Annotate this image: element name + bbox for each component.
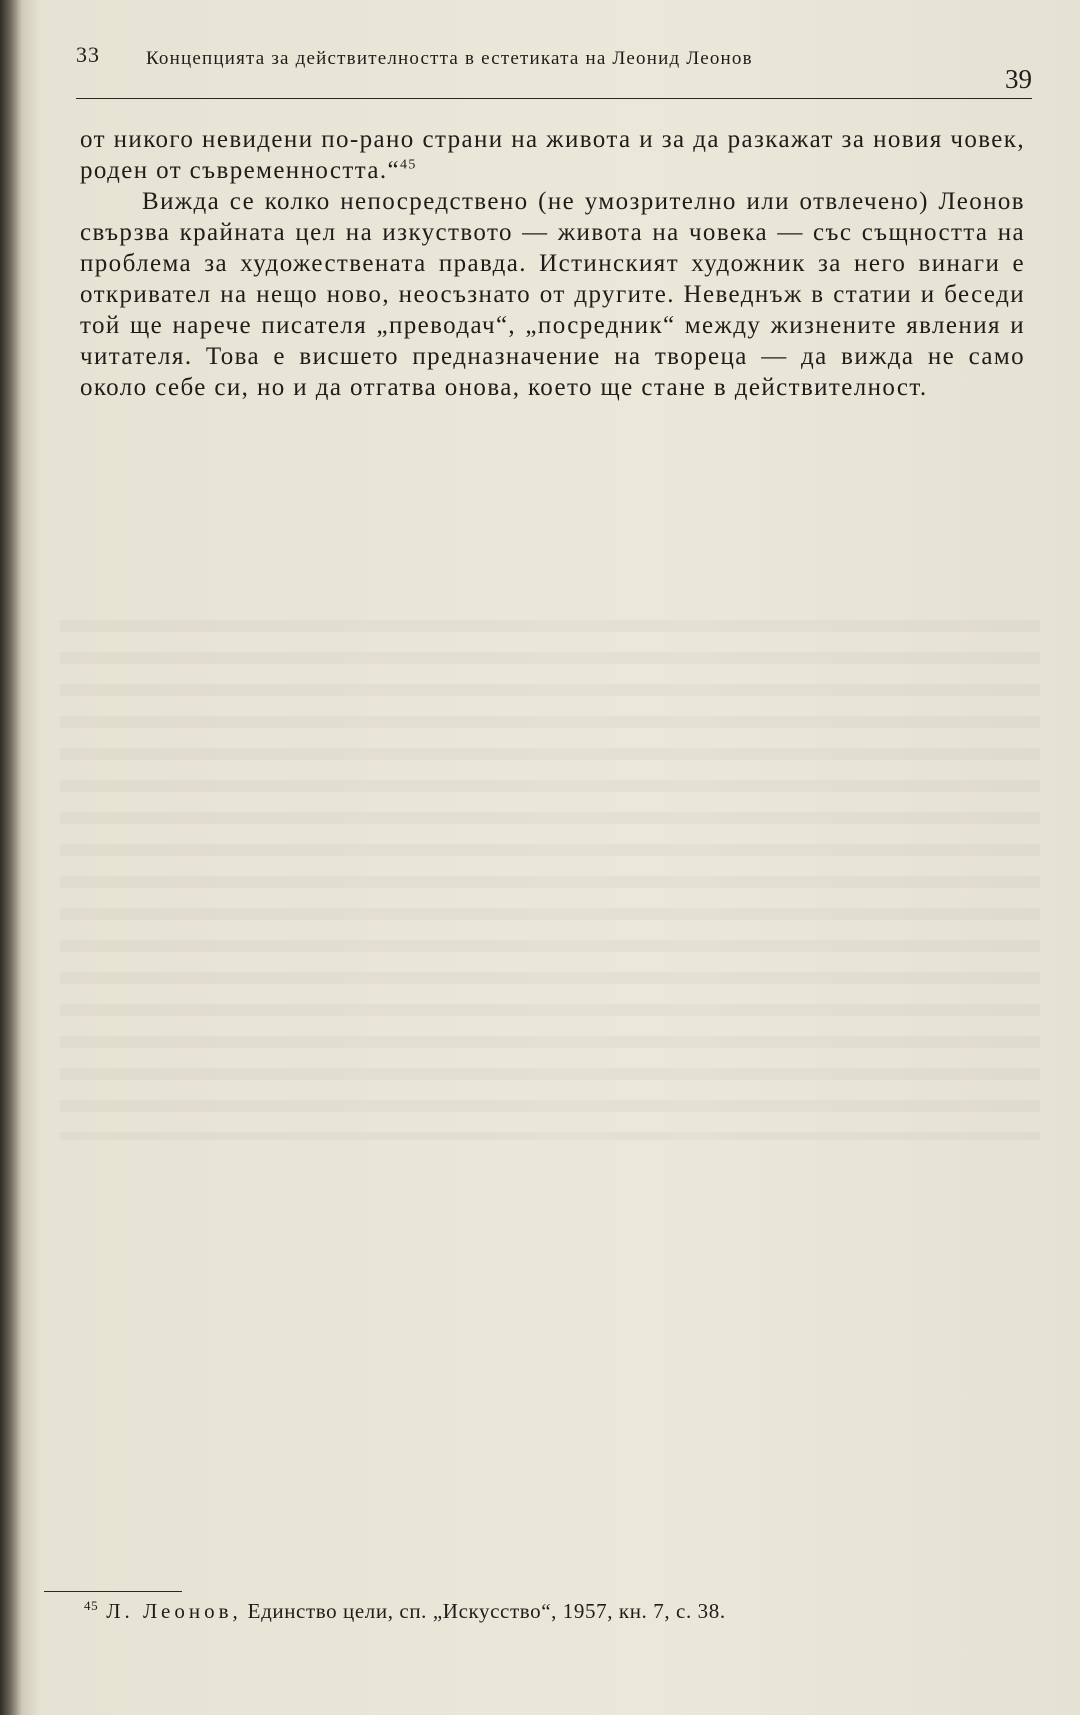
paragraph-1-text: от никого невидени по-рано страни на живота и за да разкажат за новия човек, роден от съвременността.“ bbox=[80, 126, 1025, 184]
footnote-reference: 45 bbox=[400, 157, 417, 173]
footnote-divider bbox=[44, 1591, 182, 1592]
page-number: 39 bbox=[1005, 64, 1032, 94]
main-text bbox=[80, 124, 1025, 403]
header-title: Концепцията за действителността в естетиката на Леонид Леонов bbox=[146, 48, 753, 69]
paragraph-2: Вижда се колко непосредствено (не умозрително или отвлечено) Леонов свързва крайната цел на изкуството — живота на човека — със същността на проблема за художествената правда. Истинският художник за него винаги е откривател на нещо ново, неосъзнато от другите. Неведнъж в статии и беседи той ще нарече писателя „преводач“, „посредник“ между жизнените явления и читателя. Това е висшето предназначение на твореца — да вижда не само около себе си, но и да отгатва онова, което ще стане в действителност. bbox=[80, 188, 1025, 401]
footnote-text: Единство цели, сп. „Искусство“, 1957, кн. 7, с. 38. bbox=[247, 1599, 726, 1623]
footnote-author: Л. Леонов, bbox=[106, 1599, 242, 1623]
paragraph-continuation bbox=[80, 124, 1025, 186]
running-header bbox=[76, 38, 1032, 99]
header-section-number: 33 bbox=[76, 42, 100, 67]
reverse-side-bleed-through bbox=[60, 620, 1040, 1140]
footnote bbox=[84, 1598, 1034, 1624]
footnote-number: 45 bbox=[84, 1598, 99, 1613]
